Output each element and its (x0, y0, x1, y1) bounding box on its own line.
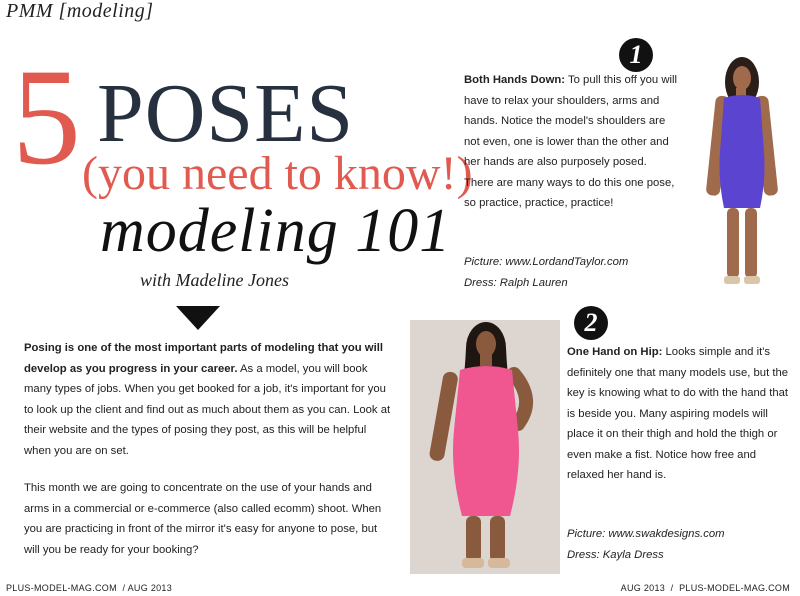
pose-number-badge: 1 (619, 38, 653, 72)
pose-2-credits (567, 524, 725, 566)
pose-2-photo (410, 320, 560, 574)
pose-2-picture-credit: Picture: www.swakdesigns.com (567, 528, 725, 540)
footer-right[interactable]: AUG 2013 / PLUS-MODEL-MAG.COM (620, 583, 790, 593)
model-figure-2 (410, 320, 560, 574)
intro-lead-rest: As a model, you will book many types of jobs. When you get booked for a job, it's important for you to look up the client and find out as much about them as you can. Look at their website and the types of posing they post, as this will be helpful when you are on set. (24, 362, 391, 457)
pose-number-badge: 2 (574, 306, 608, 340)
headline-title: POSES (97, 67, 355, 160)
pose-2-text: Looks simple and it's definitely one that many models use, but the key is knowing what to do with the hand that is beside you. Many aspiring models will place it on their thigh and hold the thigh or even make a fist. Notice how free and relaxed her hand is. (567, 346, 789, 481)
pose-2-dress-credit: Dress: Kayla Dress (567, 549, 664, 561)
section-label: PMM [modeling] (6, 0, 154, 22)
pose-1-picture-credit: Picture: www.LordandTaylor.com (464, 256, 629, 268)
intro-paragraph-2: This month we are going to concentrate on the use of your hands and arms in a commercial or e-commerce (also called ecomm) shoot. When you are practicing in front of the mirror it's easy for anyone to pose, but will you be ready for your booking? (24, 482, 382, 556)
pose-1-description (464, 70, 678, 214)
byline: with Madeline Jones (140, 270, 289, 290)
model-figure-1 (690, 52, 792, 292)
footer-left[interactable]: PLUS-MODEL-MAG.COM / AUG 2013 (6, 583, 173, 593)
pose-1-dress-credit: Dress: Ralph Lauren (464, 277, 568, 289)
pose-1-text: To pull this off you will have to relax your shoulders, arms and hands. Notice the model's shoulders are not even, one is lower than the other and her hands are also purposely posed. There are many ways to do this one pose, so practice, practice, practice! (464, 74, 678, 209)
intro-lead: Posing is one of the most important parts of modeling that you will develop as you progress in your career. (24, 342, 384, 375)
pose-1-credits (464, 252, 628, 294)
pose-1-photo (690, 52, 792, 292)
headline-subtitle: (you need to know!) (82, 147, 473, 200)
pose-2-description (567, 342, 793, 486)
pose-1-title: Both Hands Down: (464, 74, 566, 86)
down-arrow-icon (176, 306, 220, 330)
series-title: modeling 101 (100, 197, 452, 265)
intro-paragraph (24, 338, 392, 461)
headline-number: 5 (12, 40, 81, 193)
pose-2-title: One Hand on Hip: (567, 346, 663, 358)
